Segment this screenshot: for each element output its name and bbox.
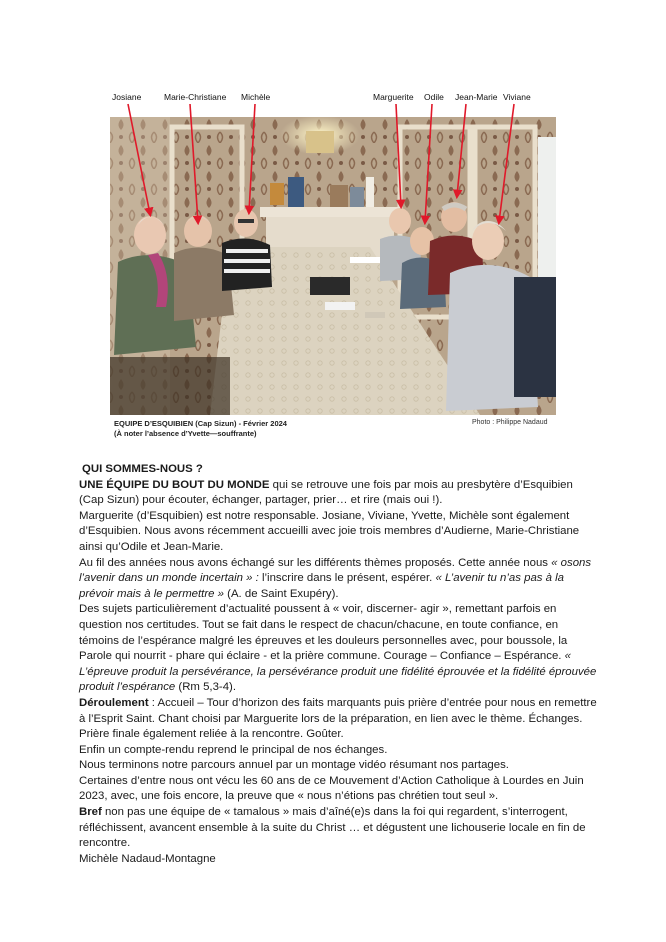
label-josiane: Josiane [112,92,142,102]
team-name: UNE ÉQUIPE DU BOUT DU MONDE [79,478,270,491]
group-photo-illustration [110,117,556,415]
paragraph-7: Nous terminons notre parcours annuel par un montage vidéo résumant nos partages. [79,759,509,772]
article-heading: QUI SOMMES-NOUS ? [82,463,203,475]
photo-credit: Photo : Philippe Nadaud [472,419,548,426]
paragraph-6: Enfin un compte-rendu reprend le principal de nos échanges. [79,743,388,756]
paragraph-4-a: Des sujets particulièrement d’actualité poussent à « voir, discerner- agir », remettant parfois en question nos certitudes. Tout se fait dans le respect de chacun/chacune, en toute confiance, en témoins de l’espérance malgré les épreuves et les douleurs personnelles avec, pour boussole, la Parole qui nourrit - phare qui éclaire - et la prière commune. Courage – Confiance – Espérance. [79,603,568,663]
paragraph-9-text: non pas une équipe de « tamalous » mais d’aîné(e)s dans la foi qui regardent, s’interrogent, réfléchissent, avancent ensemble à la suite du Christ … et dégustent une lichouserie locale en fin de rencontre. [79,806,586,850]
paragraph-8: Certaines d’entre nous ont vécu les 60 ans de ce Mouvement d’Action Catholique à Lourdes en Juin 2023, avec, une fois encore, la preuve que « nous n’étions pas chrétien tout seul ». [79,774,584,803]
paragraph-5 [79,696,599,743]
label-odile: Odile [424,92,444,102]
photo-caption [114,419,287,439]
label-marie-christiane: Marie-Christiane [164,92,227,102]
paragraph-4-b: (Rm 5,3-4). [175,681,237,694]
paragraph-1 [79,478,599,509]
deroulement-label: Déroulement [79,696,149,709]
paragraph-3-quote-1: « osons l’avenir dans un monde incertain » : [79,556,592,585]
paragraph-3-c: (A. de Saint Exupéry). [223,587,339,600]
paragraph-3-quote-2: « L’avenir tu n’as pas à la prévoir mais à le permettre » [79,572,565,600]
paragraph-1-text: qui se retrouve une fois par mois au presbytère d’Esquibien (Cap Sizun) pour écouter, échanger, partager, prier… et rire (mais oui !). [79,478,573,507]
caption-line-1: EQUIPE D’ESQUIBIEN (Cap Sizun) - Février 2024 [114,419,287,428]
label-viviane: Viviane [503,92,531,102]
paragraph-9 [79,805,599,852]
paragraph-4 [79,602,599,696]
label-michele: Michèle [241,92,271,102]
paragraph-3 [79,556,599,603]
label-marguerite: Marguerite [373,92,414,102]
group-photo [110,117,556,415]
bref-label: Bref [79,806,102,819]
signature: Michèle Nadaud-Montagne [79,852,216,865]
paragraph-5-text: : Accueil – Tour d’horizon des faits marquants puis prière d’entrée pour nous en remettre à l’Esprit Saint. Chant choisi par Marguerite lors de la préparation, en lien avec le thème. Échanges. Prière finale également reliée à la rencontre. Goûter. [79,696,597,741]
caption-line-2: (À noter l’absence d’Yvette—souffrante) [114,429,257,438]
paragraph-3-a: Au fil des années nous avons échangé sur les différents thèmes proposés. Cette année nous [79,556,552,569]
paragraph-3-b: l’inscrire dans le présent, espérer. [258,572,436,585]
paragraph-2: Marguerite (d’Esquibien) est notre responsable. Josiane, Viviane, Yvette, Michèle sont également d’Esquibien. Nous avons récemment accueilli avec joie trois membres d’Audierne, Marie-Christiane ainsi qu’Odile et Jean-Marie. [79,509,580,553]
article-body [79,462,599,867]
paragraph-4-quote: « L’épreuve produit la persévérance, la persévérance produit une fidélité éprouvée et la fidélité éprouvée produit l’espérance [79,650,597,694]
label-jean-marie: Jean-Marie [455,92,498,102]
